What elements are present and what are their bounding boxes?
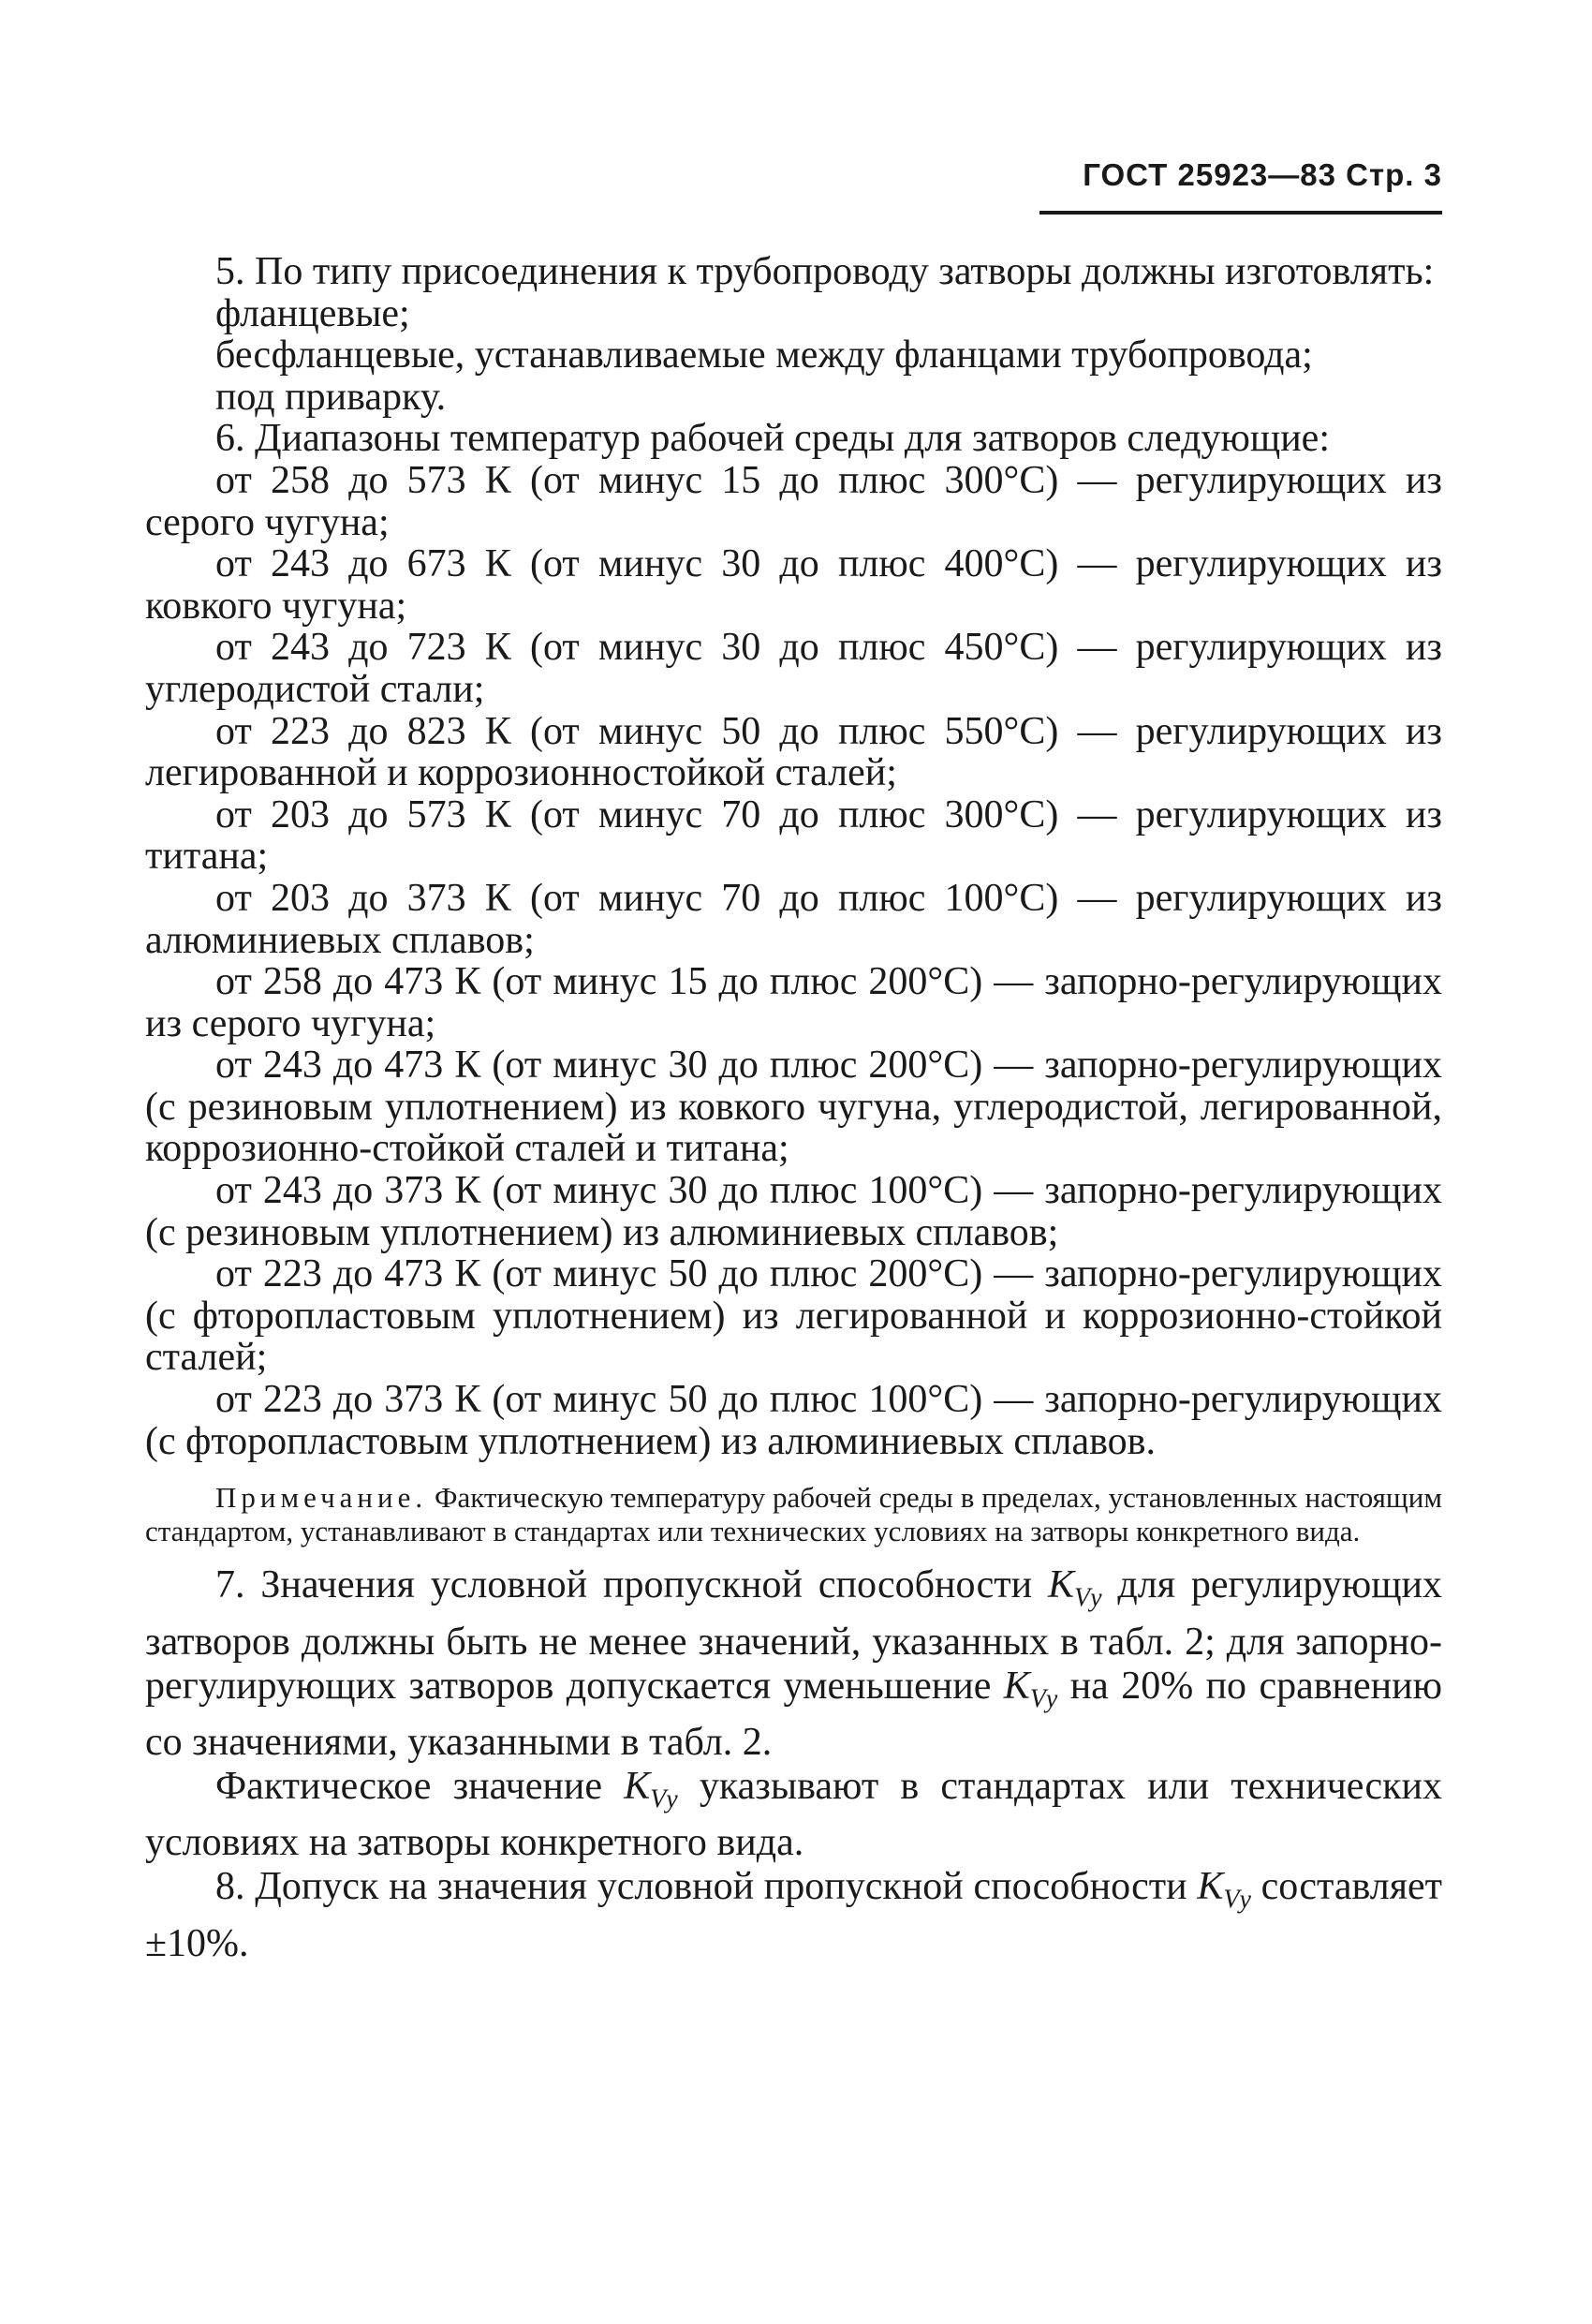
sections-7-8 bbox=[145, 1563, 1442, 1966]
temp-range-item: от 258 до 473 К (от минус 15 до плюс 200°С) — запорно-регулирующих из серого чугуна; bbox=[145, 960, 1442, 1045]
connection-type-flanged: фланцевые; bbox=[215, 291, 410, 335]
section-6-intro: 6. Диапазоны температур рабочей среды для затворов следующие: bbox=[215, 417, 1330, 461]
note bbox=[145, 1481, 1442, 1548]
temp-range-item: от 223 до 373 К (от минус 50 до плюс 100°С) — запорно-регулирующих (с фторопластовым уплотнением) из алюминиевых сплавов. bbox=[145, 1378, 1442, 1463]
temp-range-item: от 203 до 373 К (от минус 70 до плюс 100°С) — регулирующих из алюминиевых сплавов; bbox=[145, 876, 1442, 962]
connection-type-welded: под приварку. bbox=[215, 375, 447, 419]
page-header: ГОСТ 25923—83 Стр. 3 bbox=[1083, 157, 1442, 192]
section-5-intro: 5. По типу присоединения к трубопроводу затворы должны изготовлять: bbox=[215, 250, 1435, 293]
note-text: Фактическую температуру рабочей среды в пределах, установленных настоящим стандартом, устанавливают в стандартах или технических условиях на затворы конкретного вида. bbox=[145, 1481, 1442, 1548]
section-7-paragraph-2: Фактическое значение $K_{Vу}$ указывают в стандартах или технических условиях на затворы конкретного вида. bbox=[145, 1765, 1443, 1865]
main-text bbox=[145, 251, 1442, 1462]
temp-range-item: от 243 до 723 К (от минус 30 до плюс 450°С) — регулирующих из углеродистой стали; bbox=[145, 626, 1442, 711]
kv-symbol: $K_{Vу}$ bbox=[1197, 1865, 1251, 1915]
temp-range-item: от 223 до 823 К (от минус 50 до плюс 550°С) — регулирующих из легированной и коррозионностойкой сталей; bbox=[145, 709, 1442, 795]
temp-range-item: от 223 до 473 К (от минус 50 до плюс 200°С) — запорно-регулирующих (с фторопластовым уплотнением) из легированной и коррозионно-стойкой сталей; bbox=[145, 1252, 1442, 1380]
temp-range-item: от 203 до 573 К (от минус 70 до плюс 300°С) — регулирующих из титана; bbox=[145, 792, 1442, 879]
kv-symbol: $K_{Vу}$ bbox=[1047, 1563, 1102, 1613]
section-7-paragraph-1: 7. Значения условной пропускной способности $K_{Vу}$ для регулирующих затворов должны быть не менее значений, указанных в табл. 2; для запорно-регулирующих затворов допускается уменьшение $K_{Vу}$ на 20% по сравнению со значениями, указанными в табл. 2. bbox=[145, 1563, 1443, 1764]
section-8-paragraph: 8. Допуск на значения условной пропускной способности $K_{Vу}$ составляет ±10%. bbox=[145, 1865, 1443, 1965]
header-rule bbox=[1039, 211, 1442, 215]
note-label: Примечание. bbox=[215, 1481, 428, 1515]
temp-range-item: от 243 до 473 К (от минус 30 до плюс 200°С) — запорно-регулирующих (с резиновым уплотнением) из ковкого чугуна, углеродистой, легированной, коррозионно-стойкой сталей и титана; bbox=[145, 1044, 1442, 1171]
connection-type-flangeless: бесфланцевые, устанавливаемые между фланцами трубопровода; bbox=[215, 333, 1313, 377]
temp-range-item: от 258 до 573 К (от минус 15 до плюс 300°С) — регулирующих из серого чугуна; bbox=[145, 458, 1442, 544]
kv-symbol: $K_{Vу}$ bbox=[624, 1765, 678, 1814]
temp-range-item: от 243 до 373 К (от минус 30 до плюс 100°С) — запорно-регулирующих (с резиновым уплотнением) из алюминиевых сплавов; bbox=[145, 1169, 1442, 1254]
temp-range-item: от 243 до 673 К (от минус 30 до плюс 400°С) — регулирующих из ковкого чугуна; bbox=[145, 542, 1442, 628]
kv-symbol: $K_{Vу}$ bbox=[1003, 1664, 1058, 1713]
document-body bbox=[145, 251, 1442, 1966]
